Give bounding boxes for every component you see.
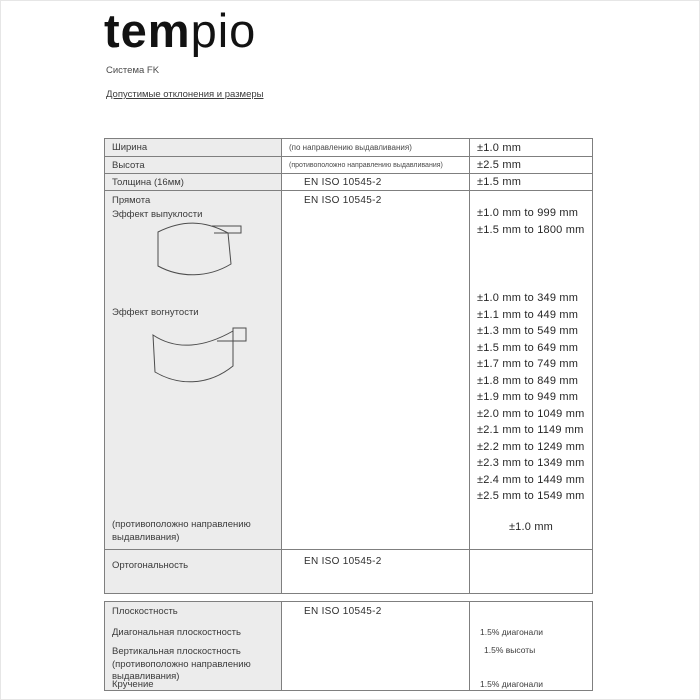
concave-values-list <box>477 290 584 505</box>
cell-height-note: (противоположно направлению выдавливания) <box>282 157 470 174</box>
tolerances-table <box>104 138 593 594</box>
tolerance-value: ±1.0 mm to 349 mm <box>477 292 579 304</box>
system-subtitle: Система FK <box>106 65 160 76</box>
cell-width-label: Ширина <box>105 139 282 157</box>
tolerance-value: ±2.4 mm to 1449 mm <box>477 473 585 486</box>
opposite-direction-note: (противоположно направлению выдавливания) <box>112 519 251 543</box>
tolerance-value: ±2.0 mm to 1049 mm <box>477 407 585 420</box>
brand-logo <box>104 4 257 57</box>
cell-flatness-labels <box>105 602 282 690</box>
cell-orthogonality-standard: EN ISO 10545-2 <box>282 550 470 593</box>
convex-values-list <box>477 205 584 239</box>
flatness-table <box>104 601 593 691</box>
cell-height-label: Высота <box>105 157 282 174</box>
cell-width-note: (по направлению выдавливания) <box>282 139 470 157</box>
cell-straightness-standard: EN ISO 10545-2 <box>282 191 470 550</box>
tolerance-value: ±2.2 mm to 1249 mm <box>477 440 585 453</box>
cell-thickness-value: ±1.5 mm <box>470 174 592 191</box>
flatness-title: Плоскостность <box>112 606 178 617</box>
cell-thickness-label: Толщина (16мм) <box>105 174 282 191</box>
cell-thickness-standard: EN ISO 10545-2 <box>282 174 470 191</box>
tolerance-value: ±1.5 mm to 1800 mm <box>477 224 585 236</box>
convex-effect-label: Эффект выпуклости <box>112 209 203 220</box>
tolerance-value: ±2.3 mm to 1349 mm <box>477 457 585 469</box>
cell-flatness-standard: EN ISO 10545-2 <box>282 602 470 690</box>
tolerance-value: ±2.5 mm to 1549 mm <box>477 490 585 502</box>
torsion-label: Кручение <box>112 679 154 690</box>
brand-logo-light: pio <box>190 4 257 57</box>
vertical-flatness-value: 1.5% высоты <box>484 645 536 655</box>
straightness-title: Прямота <box>112 195 151 206</box>
torsion-value: 1.5% диагонали <box>480 679 543 689</box>
tolerances-link[interactable]: Допустимые отклонения и размеры <box>106 89 264 100</box>
diagonal-flatness-value: 1.5% диагонали <box>480 627 543 637</box>
brand-logo-bold: tem <box>104 4 191 57</box>
cell-straightness-values <box>470 191 592 550</box>
cell-orthogonality-value <box>470 550 592 593</box>
convex-profile-drawing <box>152 222 244 280</box>
concave-effect-label: Эффект вогнутости <box>112 307 199 318</box>
tolerance-value: ±1.3 mm to 549 mm <box>477 325 579 337</box>
tolerance-value: ±1.8 mm to 849 mm <box>477 374 579 387</box>
concave-profile-drawing <box>145 323 247 389</box>
tolerance-value: ±1.9 mm to 949 mm <box>477 391 579 403</box>
cell-width-value: ±1.0 mm <box>470 139 592 157</box>
cell-height-value: ±2.5 mm <box>470 157 592 174</box>
tolerance-value: ±1.5 mm to 649 mm <box>477 341 579 354</box>
cell-orthogonality-label: Ортогональность <box>105 550 282 593</box>
diagonal-flatness-label: Диагональная плоскостность <box>112 627 241 638</box>
vertical-flatness-label: Вертикальная плоскостность (противоположно направлению выдавливания) <box>112 646 251 682</box>
tolerance-value: ±2.1 mm to 1149 mm <box>477 424 584 436</box>
tolerance-value: ±1.7 mm to 749 mm <box>477 358 579 370</box>
cell-straightness-label <box>105 191 282 550</box>
cell-flatness-values <box>470 602 592 690</box>
tolerance-value: ±1.0 mm to 999 mm <box>477 207 579 219</box>
tolerance-value: ±1.1 mm to 449 mm <box>477 308 579 321</box>
opposite-direction-value: ±1.0 mm <box>508 521 554 533</box>
